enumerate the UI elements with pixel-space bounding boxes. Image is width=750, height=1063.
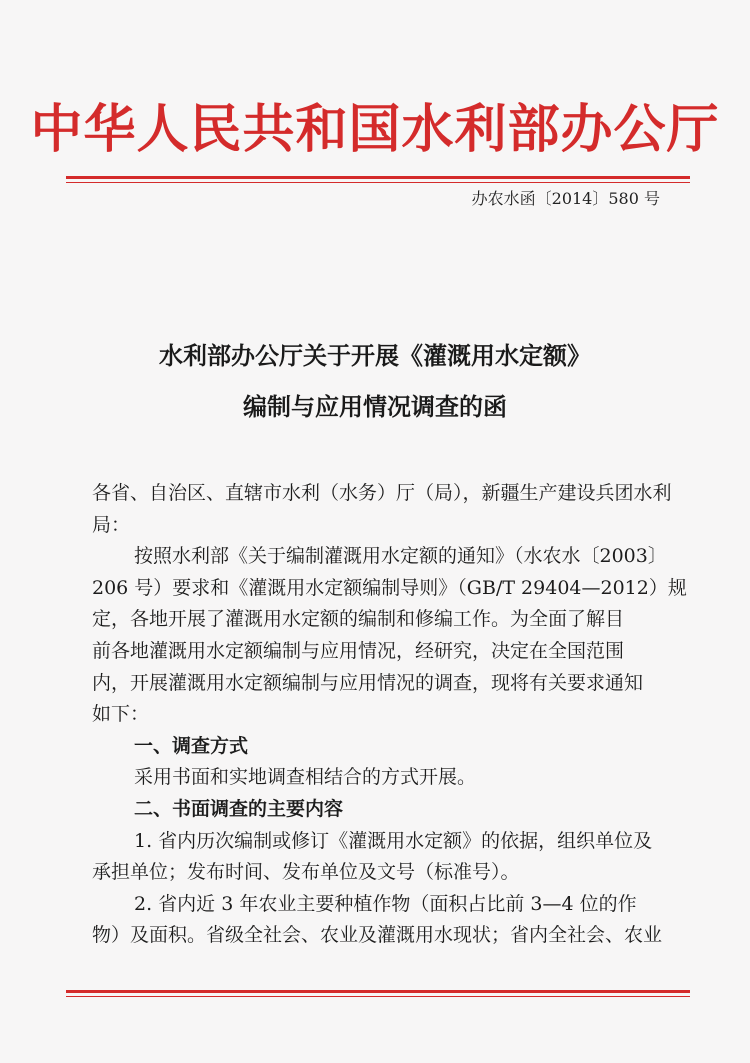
paragraph-line: 如下： <box>92 703 150 726</box>
paragraph-line: 按照水利部《关于编制灌溉用水定额的通知》（水农水〔2003〕 <box>134 545 667 568</box>
salutation-line: 各省、自治区、直辖市水利（水务）厅（局），新疆生产建设兵团水利 <box>92 482 672 504</box>
paragraph-line: 内，开展灌溉用水定额编制与应用情况的调查，现将有关要求通知 <box>92 671 644 694</box>
letterhead-title: 中华人民共和国水利部办公厅 <box>30 99 720 160</box>
footer-red-rule <box>66 990 690 993</box>
footer-red-rule-thin <box>66 996 690 997</box>
document-body <box>92 478 687 952</box>
salutation-line: 局： <box>92 513 131 536</box>
paragraph-line: 前各地灌溉用水定额编制与应用情况，经研究，决定在全国范围 <box>92 639 625 662</box>
section-heading: 一、调查方式 <box>134 734 249 757</box>
letterhead-red-rule-thin <box>66 182 690 183</box>
section-heading: 二、书面调查的主要内容 <box>134 797 344 820</box>
paragraph-line: 定，各地开展了灌溉用水定额的编制和修编工作。为全面了解目 <box>92 608 625 631</box>
document-number: 办农水函〔2014〕580 号 <box>471 189 660 208</box>
paragraph-line: 206 号）要求和《灌溉用水定额编制导则》（GB/T 29404—2012）规 <box>92 576 687 599</box>
paragraph-line: 2. 省内近 3 年农业主要种植作物（面积占比前 3—4 位的作 <box>134 892 637 915</box>
letterhead-red-rule <box>66 176 690 179</box>
paragraph-line: 物）及面积。省级全社会、农业及灌溉用水现状；省内全社会、农业 <box>92 924 663 947</box>
paragraph-line: 1. 省内历次编制或修订《灌溉用水定额》的依据，组织单位及 <box>134 829 653 852</box>
document-title-line-2: 编制与应用情况调查的函 <box>243 392 507 421</box>
document-title-line-1: 水利部办公厅关于开展《灌溉用水定额》 <box>159 341 591 370</box>
paragraph-line: 采用书面和实地调查相结合的方式开展。 <box>134 766 477 789</box>
paragraph-line: 承担单位；发布时间、发布单位及文号（标准号）。 <box>92 861 520 884</box>
